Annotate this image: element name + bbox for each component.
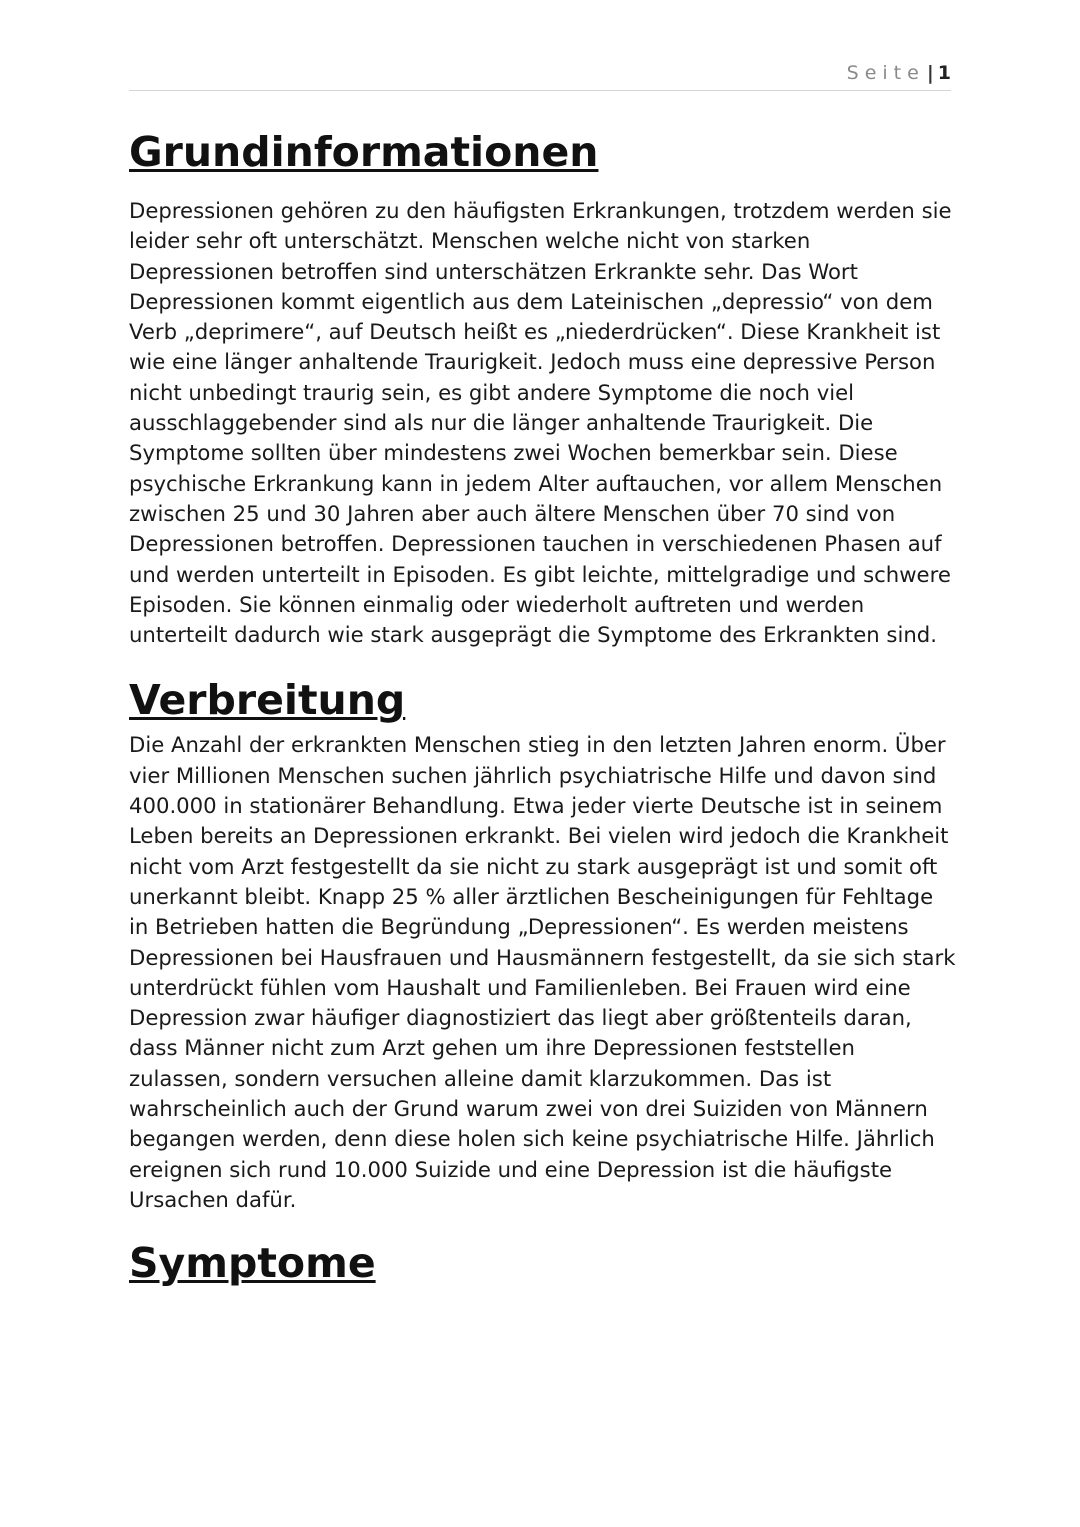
page-number: 1 (937, 62, 951, 84)
section-heading-symptome: Symptome (129, 1239, 376, 1288)
page-separator: | (926, 62, 934, 84)
document-body (129, 124, 959, 1291)
page-label: Seite (846, 62, 925, 84)
section-heading-grundinformationen: Grundinformationen (129, 128, 599, 176)
section-heading-verbreitung: Verbreitung (129, 676, 406, 725)
section-paragraph-verbreitung: Die Anzahl der erkrankten Menschen stieg in den letzten Jahren enorm. Über vier Millionen Menschen suchen jährlich psychiatrische Hilfe und davon sind 400.000 in stationärer Behandlung. Etwa jeder vierte Deutsche ist in seinem Leben bereits an Depressionen erkrankt. Bei vielen wird jedoch die Krankheit nicht vom Arzt festgestellt da sie nicht zu stark ausgeprägt ist und somit oft unerkannt bleibt. Knapp 25 % aller ärztlichen Bescheinigungen für Fehltage in Betrieben hatten die Begründung „Depressionen“. Es werden meistens Depressionen bei Hausfrauen und Hausmännern festgestellt, da sie sich stark unterdrückt fühlen vom Haushalt und Familienleben. Bei Frauen wird eine Depression zwar häufiger diagnostiziert das liegt aber größtenteils daran, dass Männer nicht zum Arzt gehen um ihre Depressionen feststellen zulassen, sondern versuchen alleine damit klarzukommen. Das ist wahrscheinlich auch der Grund warum zwei von drei Suiziden von Männern begangen werden, denn diese holen sich keine psychiatrische Hilfe. Jährlich ereignen sich rund 10.000 Suizide und eine Depression ist die häufigste Ursachen dafür. (129, 732, 956, 1212)
page-header (129, 62, 951, 91)
section-paragraph-grundinformationen: Depressionen gehören zu den häufigsten Erkrankungen, trotzdem werden sie leider sehr oft unterschätzt. Menschen welche nicht von starken Depressionen betroffen sind unterschätzen Erkrankte sehr. Das Wort Depressionen kommt eigentlich aus dem Lateinischen „depressio“ von dem Verb „deprimere“, auf Deutsch heißt es „niederdrücken“. Diese Krankheit ist wie eine länger anhaltende Traurigkeit. Jedoch muss eine depressive Person nicht unbedingt traurig sein, es gibt andere Symptome die noch viel ausschlaggebender sind als nur die länger anhaltende Traurigkeit. Die Symptome sollten über mindestens zwei Wochen bemerkbar sein. Diese psychische Erkrankung kann in jedem Alter auftauchen, vor allem Menschen zwischen 25 und 30 Jahren aber auch ältere Menschen über 70 sind von Depressionen betroffen. Depressionen tauchen in verschiedenen Phasen auf und werden unterteilt in Episoden. Es gibt leichte, mittelgradige und schwere Episoden. Sie können einmalig oder wiederholt auftreten und werden unterteilt dadurch wie stark ausgeprägt die Symptome des Erkrankten sind. (129, 198, 952, 648)
